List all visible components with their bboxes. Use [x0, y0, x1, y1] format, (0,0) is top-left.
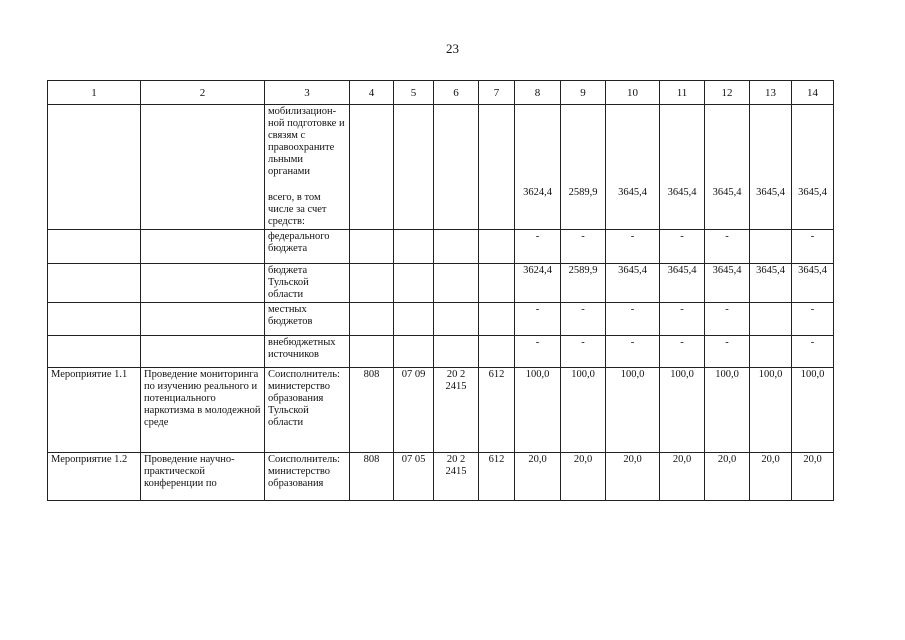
target-code-cell: [434, 230, 479, 264]
value-cell: -: [606, 303, 660, 336]
value-cell: -: [515, 336, 561, 368]
table-row: [48, 303, 834, 336]
value-cell: -: [561, 336, 606, 368]
value-cell: 3645,4: [750, 264, 792, 303]
col-header: 2: [141, 81, 265, 105]
expense-type-cell: [479, 303, 515, 336]
table-row: [48, 368, 834, 453]
col-header: 1: [48, 81, 141, 105]
value-cell: -: [660, 336, 705, 368]
value-cell: -: [792, 230, 834, 264]
col-header: 3: [265, 81, 350, 105]
value-cell: 100,0: [660, 368, 705, 453]
page-number: 23: [446, 41, 459, 56]
value-cell: [750, 336, 792, 368]
value-cell: 100,0: [750, 368, 792, 453]
funding-total-label: всего, в том числе за счет средств:: [268, 192, 327, 227]
value-cell: 3645,4: [606, 264, 660, 303]
table-row: [48, 264, 834, 303]
col-header: 6: [434, 81, 479, 105]
col-header: 5: [394, 81, 434, 105]
section-code-cell: [394, 336, 434, 368]
row-funding-cell: местных бюджетов: [265, 303, 350, 336]
gov-code-cell: [350, 303, 394, 336]
section-code-cell: [394, 230, 434, 264]
row-funding-cell: федерального бюджета: [265, 230, 350, 264]
value-cell: [750, 303, 792, 336]
value-cell: 3645,4: [750, 105, 792, 230]
value-cell: 100,0: [792, 368, 834, 453]
row-funding-cell: бюджета Тульской области: [265, 264, 350, 303]
value-cell: 100,0: [561, 368, 606, 453]
section-code-cell: 07 09: [394, 368, 434, 453]
value-cell: 20,0: [792, 453, 834, 501]
value-cell: 100,0: [515, 368, 561, 453]
value-cell: 3645,4: [792, 264, 834, 303]
col-header: 13: [750, 81, 792, 105]
row-description-cell: [141, 303, 265, 336]
value-cell: -: [515, 230, 561, 264]
col-header: 14: [792, 81, 834, 105]
value-cell: 3624,4: [515, 264, 561, 303]
expense-type-cell: 612: [479, 368, 515, 453]
table-row: [48, 230, 834, 264]
row-measure-cell: Мероприятие 1.2: [48, 453, 141, 501]
col-header: 4: [350, 81, 394, 105]
expense-type-cell: [479, 105, 515, 230]
col-header: 12: [705, 81, 750, 105]
row-description-cell: [141, 230, 265, 264]
value-cell: 20,0: [561, 453, 606, 501]
target-code-cell: [434, 264, 479, 303]
value-cell: -: [660, 230, 705, 264]
row-description-cell: [141, 264, 265, 303]
col-header: 10: [606, 81, 660, 105]
value-cell: -: [606, 230, 660, 264]
section-code-cell: 07 05: [394, 453, 434, 501]
target-code-cell: [434, 105, 479, 230]
value-cell: 3645,4: [705, 105, 750, 230]
section-code-cell: [394, 303, 434, 336]
value-cell: -: [705, 230, 750, 264]
value-cell: -: [515, 303, 561, 336]
value-cell: 3645,4: [660, 264, 705, 303]
value-cell: -: [606, 336, 660, 368]
value-cell: 3645,4: [792, 105, 834, 230]
funding-continuation-text: мобилизацион-ной подготовке и связям с правоохраните льными органами: [268, 106, 345, 177]
col-header: 7: [479, 81, 515, 105]
gov-code-cell: [350, 230, 394, 264]
value-cell: 20,0: [750, 453, 792, 501]
value-cell: 2589,9: [561, 264, 606, 303]
budget-table: [47, 80, 834, 501]
section-code-cell: [394, 264, 434, 303]
row-description-cell: [141, 105, 265, 230]
value-cell: -: [660, 303, 705, 336]
target-code-cell: 20 2 2415: [434, 368, 479, 453]
header-row: [48, 81, 834, 105]
row-funding-cell: Соисполнитель: министерство образования: [265, 453, 350, 501]
value-cell: 3645,4: [606, 105, 660, 230]
row-measure-cell: Мероприятие 1.1: [48, 368, 141, 453]
value-cell: [750, 230, 792, 264]
row-funding-cell: Соисполнитель: министерство образования Тульской области: [265, 368, 350, 453]
value-cell: 100,0: [705, 368, 750, 453]
col-header: 9: [561, 81, 606, 105]
value-cell: -: [561, 230, 606, 264]
value-cell: -: [561, 303, 606, 336]
value-cell: 20,0: [705, 453, 750, 501]
value-cell: 2589,9: [561, 105, 606, 230]
value-cell: 3645,4: [705, 264, 750, 303]
value-cell: -: [792, 303, 834, 336]
target-code-cell: 20 2 2415: [434, 453, 479, 501]
expense-type-cell: [479, 264, 515, 303]
row-measure-cell: [48, 105, 141, 230]
table-row: [48, 105, 834, 230]
value-cell: 3645,4: [660, 105, 705, 230]
row-measure-cell: [48, 303, 141, 336]
target-code-cell: [434, 303, 479, 336]
expense-type-cell: [479, 230, 515, 264]
gov-code-cell: 808: [350, 368, 394, 453]
row-funding-cell: внебюджетных источников: [265, 336, 350, 368]
gov-code-cell: [350, 336, 394, 368]
row-description-cell: Проведение научно-практической конференции по: [141, 453, 265, 501]
row-measure-cell: [48, 264, 141, 303]
value-cell: 20,0: [660, 453, 705, 501]
value-cell: -: [792, 336, 834, 368]
value-cell: -: [705, 303, 750, 336]
expense-type-cell: [479, 336, 515, 368]
value-cell: 20,0: [606, 453, 660, 501]
row-measure-cell: [48, 230, 141, 264]
table-row: [48, 336, 834, 368]
row-description-cell: Проведение мониторинга по изучению реального и потенциального наркотизма в молодежной среде: [141, 368, 265, 453]
row-funding-cell: [265, 105, 350, 230]
section-code-cell: [394, 105, 434, 230]
target-code-cell: [434, 336, 479, 368]
gov-code-cell: [350, 105, 394, 230]
table-row: [48, 453, 834, 501]
value-cell: 100,0: [606, 368, 660, 453]
value-cell: 3624,4: [515, 105, 561, 230]
expense-type-cell: 612: [479, 453, 515, 501]
value-cell: 20,0: [515, 453, 561, 501]
row-measure-cell: [48, 336, 141, 368]
gov-code-cell: 808: [350, 453, 394, 501]
col-header: 8: [515, 81, 561, 105]
col-header: 11: [660, 81, 705, 105]
value-cell: -: [705, 336, 750, 368]
gov-code-cell: [350, 264, 394, 303]
row-description-cell: [141, 336, 265, 368]
